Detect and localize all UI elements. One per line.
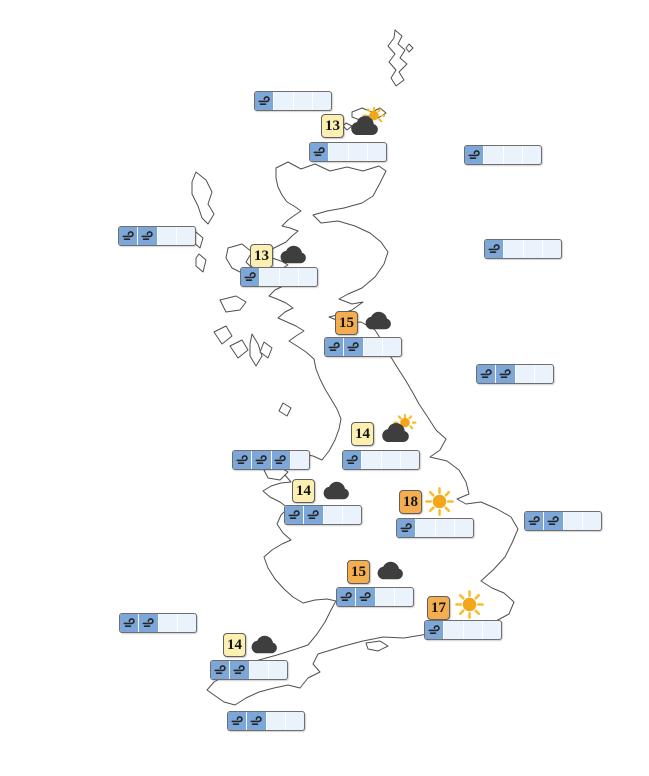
wind-segment bbox=[250, 661, 269, 679]
wind-segment bbox=[544, 512, 563, 530]
weather-condition-icon bbox=[346, 107, 386, 137]
wind-icon bbox=[488, 243, 501, 255]
wind-segment bbox=[304, 506, 323, 524]
wind-icon bbox=[428, 624, 441, 636]
wind-speed-bar bbox=[118, 226, 196, 246]
weather-condition-icon bbox=[377, 414, 417, 444]
weather-condition-icon bbox=[320, 481, 351, 501]
wind-segment bbox=[272, 451, 291, 469]
wind-icon bbox=[233, 664, 246, 676]
wind-segment bbox=[484, 146, 503, 164]
wind-segment bbox=[139, 614, 158, 632]
wind-speed-bar bbox=[524, 511, 602, 531]
wind-segment bbox=[525, 512, 544, 530]
wind-speed-bar bbox=[284, 505, 362, 525]
wind-segment bbox=[483, 621, 501, 639]
sun-behind-cloud-icon bbox=[377, 414, 417, 444]
wind-icon bbox=[250, 715, 263, 727]
temperature-badge: 15 bbox=[347, 560, 370, 584]
wind-speed-bar bbox=[342, 450, 420, 470]
wind-segment bbox=[294, 92, 313, 110]
wind-segment bbox=[252, 451, 271, 469]
wind-segment bbox=[504, 240, 523, 258]
wind-icon bbox=[214, 664, 227, 676]
wind-segment bbox=[269, 661, 287, 679]
wind-segment bbox=[158, 227, 177, 245]
temperature-badge: 18 bbox=[399, 490, 422, 514]
sun-behind-cloud-icon bbox=[346, 107, 386, 137]
wind-segment bbox=[344, 338, 363, 356]
wind-segment bbox=[349, 143, 368, 161]
wind-segment bbox=[247, 712, 266, 730]
wind-segment bbox=[274, 92, 293, 110]
wind-segment bbox=[368, 143, 386, 161]
wind-icon bbox=[142, 617, 155, 629]
sun-icon bbox=[454, 589, 485, 620]
wind-segment bbox=[159, 614, 178, 632]
wind-speed-bar bbox=[309, 142, 387, 162]
wind-icon bbox=[400, 522, 413, 534]
coastline-hebrides bbox=[192, 172, 214, 224]
temperature-badge: 13 bbox=[321, 114, 344, 138]
wind-segment bbox=[485, 240, 504, 258]
cloud-icon bbox=[362, 311, 393, 331]
weather-condition-icon bbox=[277, 245, 308, 265]
wind-segment bbox=[383, 338, 401, 356]
wind-segment bbox=[397, 519, 416, 537]
wind-icon bbox=[122, 230, 135, 242]
wind-segment bbox=[138, 227, 157, 245]
wind-segment bbox=[376, 588, 395, 606]
cloud-icon bbox=[248, 635, 279, 655]
wind-segment bbox=[241, 268, 260, 286]
wind-icon bbox=[347, 341, 360, 353]
temperature-badge: 15 bbox=[335, 311, 358, 335]
wind-icon bbox=[480, 368, 493, 380]
wind-speed-bar bbox=[119, 613, 197, 633]
wind-icon bbox=[307, 509, 320, 521]
wind-icon bbox=[528, 515, 541, 527]
wind-segment bbox=[260, 268, 279, 286]
wind-segment bbox=[119, 227, 138, 245]
wind-icon bbox=[258, 95, 271, 107]
wind-icon bbox=[274, 454, 287, 466]
wind-speed-bar bbox=[324, 337, 402, 357]
wind-segment bbox=[324, 506, 343, 524]
wind-segment bbox=[523, 146, 541, 164]
wind-icon bbox=[313, 146, 326, 158]
wind-segment bbox=[178, 614, 196, 632]
wind-segment bbox=[267, 712, 286, 730]
wind-segment bbox=[356, 588, 375, 606]
wind-icon bbox=[346, 454, 359, 466]
wind-segment bbox=[120, 614, 139, 632]
wind-segment bbox=[504, 146, 523, 164]
wind-icon bbox=[359, 591, 372, 603]
wind-segment bbox=[401, 451, 419, 469]
wind-segment bbox=[313, 92, 331, 110]
wind-segment bbox=[464, 621, 483, 639]
wind-segment bbox=[286, 712, 304, 730]
temperature-badge: 14 bbox=[351, 422, 374, 446]
wind-segment bbox=[444, 621, 463, 639]
wind-icon bbox=[236, 454, 249, 466]
wind-speed-bar bbox=[424, 620, 502, 640]
wind-segment bbox=[280, 268, 299, 286]
wind-speed-bar bbox=[227, 711, 305, 731]
wind-speed-bar bbox=[336, 587, 414, 607]
wind-segment bbox=[285, 506, 304, 524]
coastline-shetland bbox=[388, 30, 407, 86]
wind-segment bbox=[416, 519, 435, 537]
temperature-badge: 14 bbox=[223, 633, 246, 657]
wind-speed-bar bbox=[254, 91, 332, 111]
wind-segment bbox=[343, 506, 361, 524]
wind-speed-bar bbox=[232, 450, 310, 470]
weather-condition-icon bbox=[248, 635, 279, 655]
weather-condition-icon bbox=[454, 589, 485, 620]
coastline-isle-of-man bbox=[279, 403, 291, 416]
sun-icon bbox=[424, 486, 455, 517]
coastline-isle-of-wight bbox=[366, 641, 388, 651]
wind-speed-bar bbox=[476, 364, 554, 384]
wind-icon bbox=[328, 341, 341, 353]
wind-icon bbox=[499, 368, 512, 380]
wind-segment bbox=[496, 365, 515, 383]
wind-segment bbox=[211, 661, 230, 679]
wind-segment bbox=[329, 143, 348, 161]
wind-segment bbox=[583, 512, 601, 530]
wind-segment bbox=[524, 240, 543, 258]
wind-segment bbox=[177, 227, 195, 245]
wind-icon bbox=[123, 617, 136, 629]
wind-segment bbox=[425, 621, 444, 639]
wind-segment bbox=[362, 451, 381, 469]
wind-icon bbox=[340, 591, 353, 603]
wind-icon bbox=[141, 230, 154, 242]
wind-segment bbox=[364, 338, 383, 356]
wind-icon bbox=[288, 509, 301, 521]
wind-segment bbox=[299, 268, 317, 286]
temperature-badge: 13 bbox=[250, 244, 273, 268]
weather-condition-icon bbox=[374, 561, 405, 581]
wind-segment bbox=[564, 512, 583, 530]
wind-segment bbox=[228, 712, 247, 730]
wind-icon bbox=[231, 715, 244, 727]
wind-speed-bar bbox=[484, 239, 562, 259]
weather-condition-icon bbox=[362, 311, 393, 331]
wind-segment bbox=[337, 588, 356, 606]
cloud-icon bbox=[277, 245, 308, 265]
cloud-icon bbox=[374, 561, 405, 581]
temperature-badge: 14 bbox=[292, 479, 315, 503]
wind-segment bbox=[477, 365, 496, 383]
wind-segment bbox=[543, 240, 561, 258]
wind-segment bbox=[535, 365, 553, 383]
wind-speed-bar bbox=[240, 267, 318, 287]
wind-segment bbox=[310, 143, 329, 161]
wind-segment bbox=[230, 661, 249, 679]
wind-segment bbox=[255, 92, 274, 110]
temperature-badge: 17 bbox=[427, 596, 450, 620]
wind-segment bbox=[325, 338, 344, 356]
wind-icon bbox=[547, 515, 560, 527]
wind-icon bbox=[468, 149, 481, 161]
wind-speed-bar bbox=[210, 660, 288, 680]
wind-segment bbox=[465, 146, 484, 164]
wind-segment bbox=[455, 519, 473, 537]
wind-icon bbox=[255, 454, 268, 466]
wind-segment bbox=[436, 519, 455, 537]
wind-segment bbox=[233, 451, 252, 469]
wind-segment bbox=[291, 451, 309, 469]
cloud-icon bbox=[320, 481, 351, 501]
wind-icon bbox=[244, 271, 257, 283]
wind-segment bbox=[395, 588, 413, 606]
wind-speed-bar bbox=[396, 518, 474, 538]
weather-condition-icon bbox=[424, 486, 455, 517]
wind-segment bbox=[382, 451, 401, 469]
wind-segment bbox=[516, 365, 535, 383]
wind-speed-bar bbox=[464, 145, 542, 165]
wind-segment bbox=[343, 451, 362, 469]
